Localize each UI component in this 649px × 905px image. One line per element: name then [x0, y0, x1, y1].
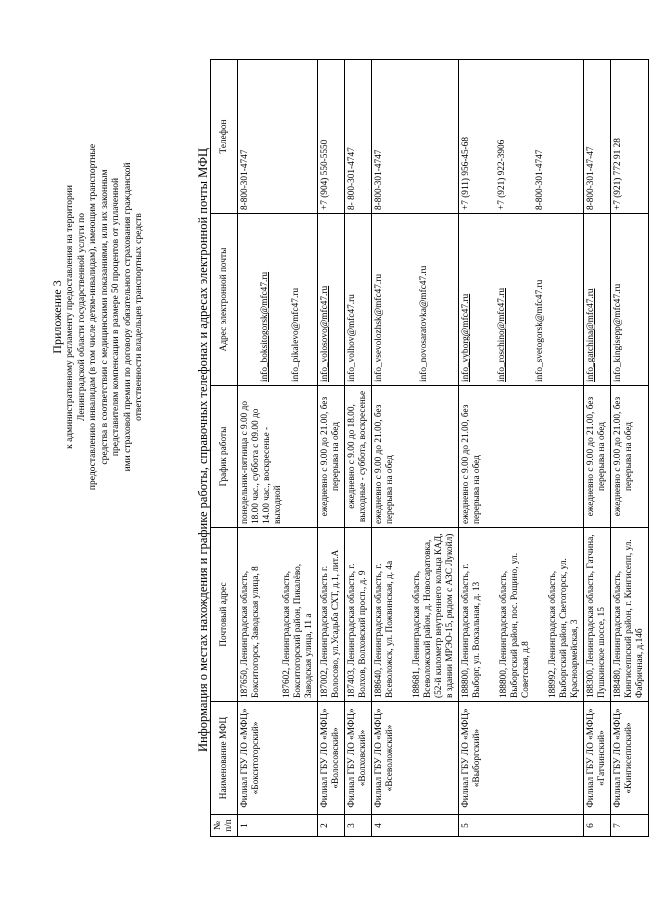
- work-schedule: понедельник-пятница с 9.00 до 18.00 час., суббота с 09.00 до 14.00 час., воскресенье - выходной: [238, 386, 318, 528]
- row-num: 1: [238, 815, 318, 837]
- row-num: 6: [584, 815, 611, 837]
- appendix-line: ответственности владельцев транспортных средств: [134, 213, 144, 421]
- mfc-name: Филиал ГБУ ЛО «МФЦ» «Бокситогорский»: [238, 702, 318, 815]
- row-num: 4: [372, 815, 459, 837]
- address-line: 187602, Ленинградская область, Бокситогорский район, Пикалёво, Заводская улица, 11 а: [282, 563, 314, 698]
- phone: 8- 800-301-4747: [345, 60, 372, 214]
- mfc-name: Филиал ГБУ ЛО «МФЦ» «Гатчинский»: [584, 702, 611, 815]
- email-cell: [372, 214, 459, 386]
- appendix-line: предоставлению инвалидам (в том числе детям-инвалидам), имеющим транспортные: [88, 143, 98, 491]
- email-link[interactable]: info_pikalevo@mfc47.ru: [291, 287, 301, 382]
- phone: 8-800-301-4747: [372, 60, 459, 214]
- address-line: 188640, Ленинградская область, г. Всеволожск, ул. Пожвинская, д. 4а: [374, 560, 395, 698]
- table-row: [584, 60, 611, 837]
- row-num: 7: [611, 815, 649, 837]
- email-link[interactable]: info_volosovo@mfc47.ru: [320, 285, 330, 382]
- table-row: [372, 60, 459, 837]
- table-row: [238, 60, 318, 837]
- postal-address: 188300, Ленинградская область, Гатчина, Пушкинское шоссе, 15: [584, 528, 611, 702]
- email-link[interactable]: info_gatchina@mfc47.ru: [586, 288, 596, 382]
- mfc-name: Филиал ГБУ ЛО «МФЦ» «Выборгский»: [459, 702, 584, 815]
- row-num: 2: [318, 815, 345, 837]
- mfc-name: Филиал ГБУ ЛО «МФЦ» «Всеволожский»: [372, 702, 459, 815]
- email-link[interactable]: info_vyborg@mfc47.ru: [461, 293, 471, 382]
- header-name: Наименование МФЦ: [211, 702, 238, 815]
- appendix-line: средства в соответствии с медицинскими показаниями, или их законным: [99, 169, 110, 465]
- postal-address: [459, 528, 584, 702]
- address-line: 187650, Ленинградская область, Бокситогорск, Заводская улица, 8: [240, 566, 261, 698]
- email-cell: [238, 214, 318, 386]
- postal-address: 188480, Ленинградская область, Кингисеппский район, г. Кингисепп, ул. Фабричная, д.14б: [611, 528, 649, 702]
- email-cell: [459, 214, 584, 386]
- phone: 8-800-301-4747: [535, 149, 545, 210]
- header-address: Почтовый адрес: [211, 528, 238, 702]
- work-schedule: ежедневно с 9.00 до 21.00, без перерыва на обед: [372, 386, 459, 528]
- appendix-line: ими страховой премии по договору обязательного страхования гражданской: [122, 162, 133, 472]
- mfc-name: Филиал ГБУ ЛО «МФЦ» «Волховский»: [345, 702, 372, 815]
- email-link[interactable]: info_novosaratovka@mfc47.ru: [419, 265, 429, 382]
- address-line: 188992, Ленинградская область, Выборгский район, Светогорск, ул. Красноармейская, 3: [548, 558, 580, 698]
- email-cell: [611, 214, 649, 386]
- table-header-row: [211, 60, 238, 837]
- email-link[interactable]: info_volhov@mfc47.ru: [347, 294, 357, 382]
- table-row: [318, 60, 345, 837]
- phone: +7 (904) 550-5550: [318, 60, 345, 214]
- email-link[interactable]: info_svetogorsk@mfc47.ru: [535, 279, 545, 382]
- email-link[interactable]: info_kingisepp@mfc47.ru: [613, 283, 623, 382]
- header-schedule: График работы: [211, 386, 238, 528]
- phone: 8-800-301-47-47: [584, 60, 611, 214]
- appendix-number: Приложение 3: [50, 280, 64, 354]
- address-line: 188800, Ленинградская область, г. Выборг, ул. Вокзальная, д. 13: [461, 563, 482, 698]
- work-schedule: ежедневно с 9.00 до 21.00, без перерыва на обед: [584, 386, 611, 528]
- postal-address: [238, 528, 318, 702]
- postal-address: [372, 528, 459, 702]
- email-cell: [584, 214, 611, 386]
- table-row: [345, 60, 372, 837]
- work-schedule: ежедневно с 9.00 до 21.00, без перерыва на обед: [318, 386, 345, 528]
- row-num: 3: [345, 815, 372, 837]
- email-cell: [318, 214, 345, 386]
- address-line: 188800, Ленинградская область, Выборгский район, пос. Рощино, ул. Советская, д.8: [499, 552, 531, 698]
- row-num: 5: [459, 815, 584, 837]
- email-link[interactable]: info_vsevolozhsk@mfc47.ru: [374, 274, 384, 382]
- table-row: [611, 60, 649, 837]
- mfc-table: [210, 59, 649, 837]
- mfc-name: Филиал ГБУ ЛО «МФЦ» «Кингисеппский»: [611, 702, 649, 815]
- phone-cell: [459, 60, 584, 214]
- postal-address: 187002, Ленинградская область г. Волосово, ул.Усадьба СХТ, д.1, лит.А: [318, 528, 345, 702]
- work-schedule: ежедневно с 9.00 до 21.00, без перерыва на обед: [611, 386, 649, 528]
- email-link[interactable]: info_boksitogorsk@mfc47.ru: [260, 271, 270, 382]
- header-phone: Телефон: [211, 60, 238, 214]
- address-line: 188681, Ленинградская область, Всеволожский район, д. Новосаратовка, (52-й километр внутреннего кольца КАД, в здании МРЭО-15, рядом с АЗС Лукойл): [412, 533, 455, 698]
- table-row: [459, 60, 584, 837]
- phone: +7 (921) 772 91 28: [611, 60, 649, 214]
- header-num: № п/п: [211, 815, 238, 837]
- work-schedule: ежедневно с 9.00 до 18.00, выходные - суббота, воскресенье: [345, 386, 372, 528]
- appendix-line: Ленинградской области государственной услуги по: [76, 213, 87, 421]
- phone: +7 (911) 956-45-68: [461, 136, 471, 210]
- phone: 8-800-301-4747: [238, 60, 318, 214]
- mfc-name: Филиал ГБУ ЛО «МФЦ» «Волосовский»: [318, 702, 345, 815]
- postal-address: 187403, Ленинградская область, г. Волхов, Волховский просп., д. 9: [345, 528, 372, 702]
- email-link[interactable]: info_roschino@mfc47.ru: [497, 287, 507, 382]
- phone: +7 (921) 922-3906: [497, 139, 507, 210]
- appendix-header: [50, 52, 146, 582]
- appendix-line: к административному регламенту предоставления на территории: [65, 185, 75, 449]
- table-title: Информация о местах нахождения и графике работы, справочных телефонах и адресах электронной почты МФЦ: [196, 147, 210, 753]
- work-schedule: ежедневно с 9.00 до 21.00, без перерыва на обед: [459, 386, 584, 528]
- header-email: Адрес электронной почты: [211, 214, 238, 386]
- email-cell: [345, 214, 372, 386]
- appendix-line: представителям компенсации в размере 50 процентов от уплаченной: [111, 177, 121, 457]
